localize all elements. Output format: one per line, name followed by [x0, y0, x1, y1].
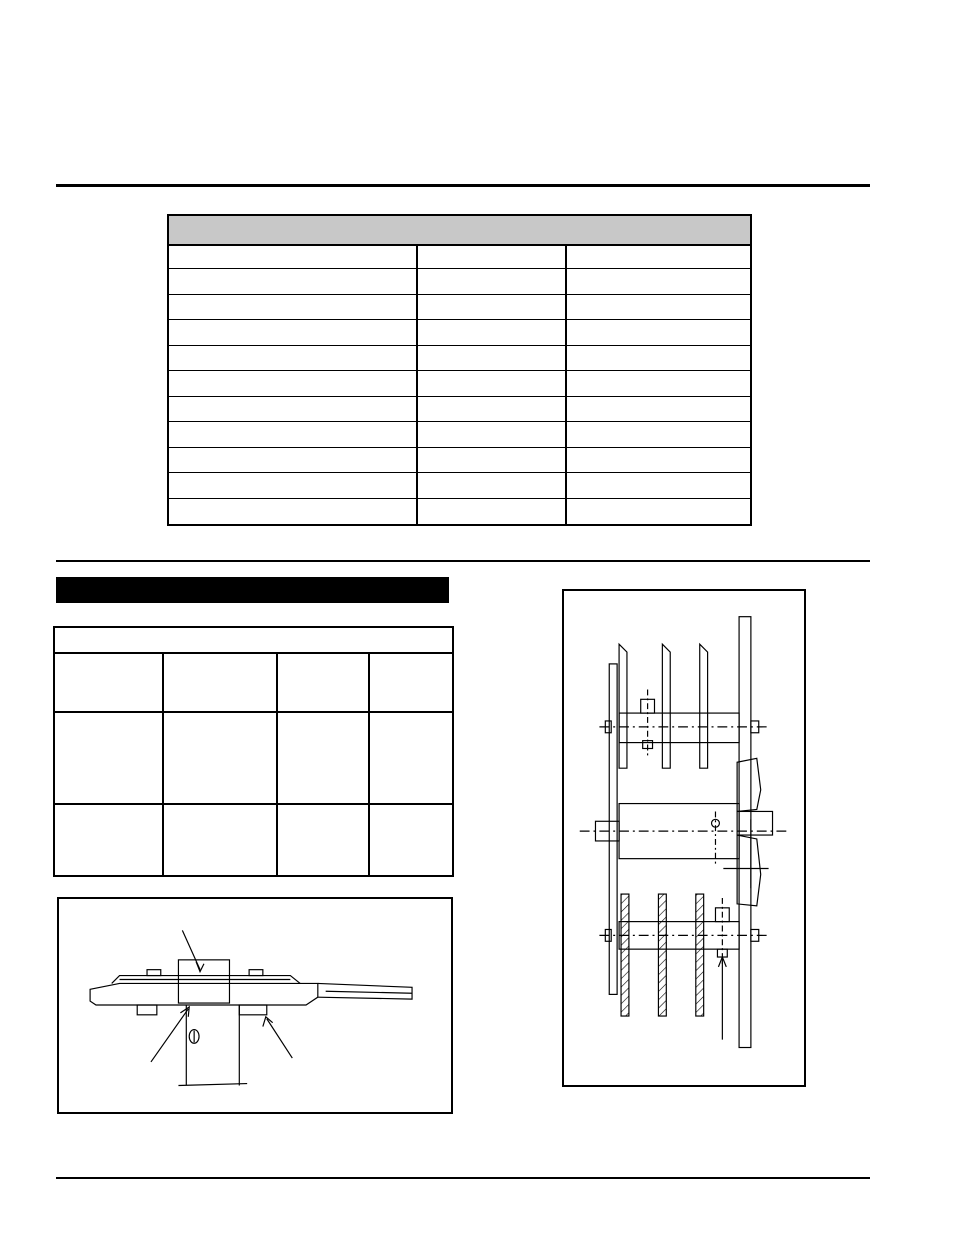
blade-assembly-figure	[562, 589, 806, 1087]
section-banner	[56, 577, 449, 603]
spec-table-row	[169, 422, 750, 447]
spec-table-row	[169, 448, 750, 473]
spec-table	[167, 214, 752, 526]
spec-table-row	[169, 346, 750, 371]
spec-table-row	[169, 397, 750, 422]
blade-table	[53, 626, 454, 877]
blade-table-divider	[162, 652, 164, 875]
spec-table-header	[169, 216, 750, 246]
spec-table-row	[169, 295, 750, 320]
blade-holder-drawing	[59, 899, 451, 1112]
spec-table-row	[169, 371, 750, 396]
bottom-rule	[56, 1177, 870, 1179]
blade-table-header-line	[55, 652, 452, 654]
blade-holder-figure	[57, 897, 453, 1114]
spec-table-row	[169, 320, 750, 345]
spec-table-row	[169, 499, 750, 524]
spec-table-row	[169, 244, 750, 269]
spec-table-row	[169, 473, 750, 498]
spec-table-divider	[565, 244, 567, 524]
spec-table-row	[169, 269, 750, 294]
top-rule	[56, 184, 870, 187]
blade-table-row-line	[55, 711, 452, 713]
blade-table-divider	[276, 652, 278, 875]
blade-table-divider	[368, 652, 370, 875]
blade-table-row-line	[55, 803, 452, 805]
blade-assembly-drawing	[564, 591, 804, 1085]
spec-table-divider	[416, 244, 418, 524]
middle-rule	[56, 560, 870, 562]
